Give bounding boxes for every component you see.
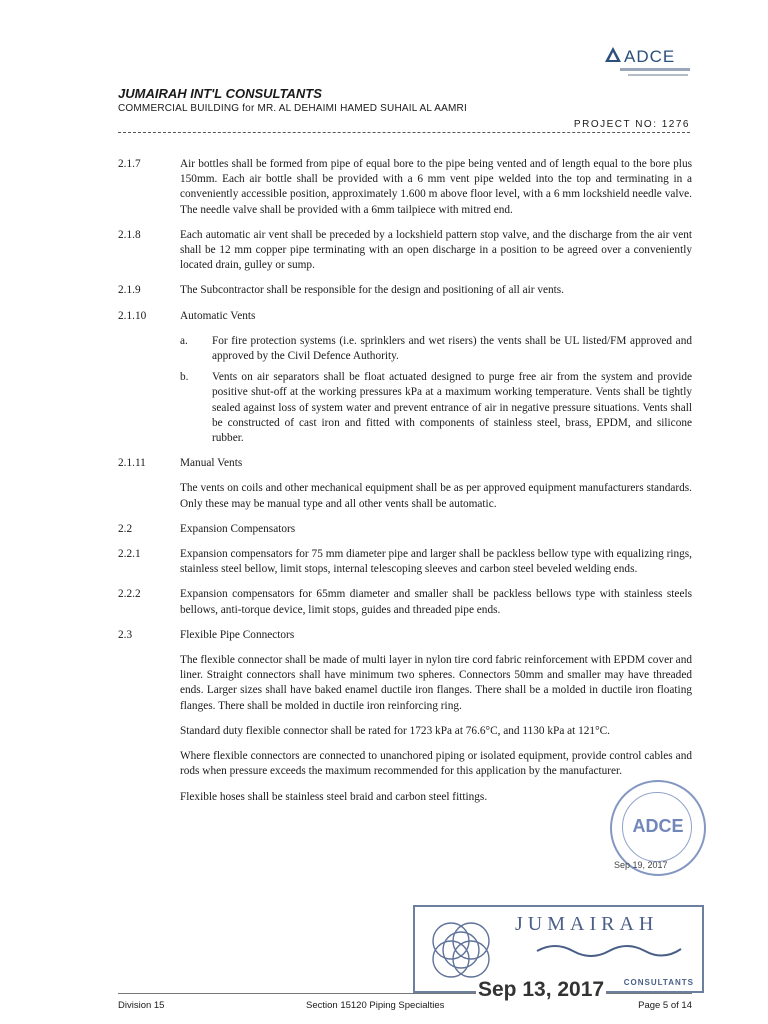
clause-number: 2.2.1: [118, 548, 141, 561]
adce-logo-icon: [604, 46, 622, 64]
clause: [118, 157, 692, 218]
logo-arabic-subtext: [628, 74, 688, 76]
clause-subitem: [180, 370, 692, 446]
clause-text: [180, 309, 692, 447]
clause-paragraph: Expansion Compensators: [180, 522, 296, 535]
footer-page: Page 5 of 14: [638, 1000, 692, 1011]
footer-section: Section 15120 Piping Specialties: [306, 1000, 445, 1011]
header-divider: [118, 132, 690, 133]
clause-number: 2.1.9: [118, 284, 141, 297]
clause: [118, 283, 692, 298]
clause-paragraph: The Subcontractor shall be responsible for the design and positioning of all air vents.: [180, 284, 565, 297]
clause-text: [180, 157, 692, 218]
subitem-text: Vents on air separators shall be float actuated designed to purge free air from the system and provide positive shut-off at the working pressures kPa at a maximum working temperature. Vents shall be tightly sealed against loss of system water and prevent entrance of air in negative pressure situations. Vents shall be constructed of cast iron and fitted with components of stainless steel, brass, EPDM, and silicone rubber.: [212, 371, 692, 445]
clause-text: [180, 547, 692, 577]
page-footer: [118, 1000, 692, 1014]
date-stamp: Sep 13, 2017: [478, 978, 605, 1001]
clause: [118, 456, 692, 512]
clause: [118, 628, 692, 805]
clause-paragraph: Air bottles shall be formed from pipe of equal bore to the pipe being vented and of length equal to the bore plus 150mm. Each air bottle shall be provided with a 6 mm vent pipe welded into the top and terminating in a conveniently accessible position, approximately 1.600 m above floor level, with a 6 mm lockshield needle valve. The needle valve shall be provided with a 6mm tailpiece with mitred end.: [180, 158, 692, 216]
stamp-arabic-script: [535, 939, 685, 957]
clause-text: [180, 628, 692, 805]
clause: [118, 309, 692, 447]
clause-number: 2.2: [118, 522, 133, 535]
clause-paragraph: Expansion compensators for 65mm diameter and smaller shall be packless bellows type with stainless steels bellows, anti-torque device, limit stops, guides and threaded pipe ends.: [180, 588, 692, 616]
clause-paragraph: Where flexible connectors are connected to unanchored piping or isolated equipment, provide control cables and rods when pressure exceeds the maximum recommended for this application by the manufacturer.: [180, 750, 692, 778]
subitem-letter: b.: [180, 371, 189, 384]
clause-paragraph: Standard duty flexible connector shall be rated for 1723 kPa at 76.6°C, and 1130 kPa at 121°C.: [180, 724, 610, 737]
clause-number: 2.1.11: [118, 457, 146, 470]
clause-paragraph: Each automatic air vent shall be preceded by a lockshield pattern stop valve, and the discharge from the air vent shall be 12 mm copper pipe terminating with an open discharge in a position to be agreed over a conveniently located drain, gulley or sump.: [180, 228, 692, 272]
clause-text: [180, 587, 692, 617]
round-stamp-name: ADCE: [632, 816, 684, 836]
clause: [118, 587, 692, 617]
clause-text: [180, 456, 692, 512]
clause-paragraph: Manual Vents: [180, 457, 243, 470]
project-number: PROJECT NO: 1276: [573, 119, 690, 130]
project-subtitle: COMMERCIAL BUILDING for MR. AL DEHAIMI HAMED SUHAIL AL AAMRI: [118, 103, 467, 114]
adce-logo: [598, 44, 698, 84]
logo-name: ADCE: [624, 47, 676, 66]
clause-paragraph: The vents on coils and other mechanical equipment shall be as per approved equipment manufacturers standards. Only these may be manual type and all other vents shall be automatic.: [180, 482, 692, 510]
stamp-brand: JUMAIRAH: [515, 913, 659, 935]
stamp-tag: CONSULTANTS: [623, 978, 694, 987]
clause: [118, 522, 692, 537]
footer-division: Division 15: [118, 1000, 165, 1011]
clause-paragraph: Expansion compensators for 75 mm diameter pipe and larger shall be packless bellow type with equalizing rings, stainless steel bellow, limit stops, internal telescoping sleeves and carbon steel beveled welding ends.: [180, 548, 692, 576]
clause-number: 2.3: [118, 628, 133, 641]
clause-paragraph: Automatic Vents: [180, 309, 256, 322]
clause-subitem: [180, 334, 692, 364]
subitem-letter: a.: [180, 334, 188, 347]
clause-paragraph: Flexible hoses shall be stainless steel braid and carbon steel fittings.: [180, 790, 488, 803]
clause-paragraph: Flexible Pipe Connectors: [180, 628, 295, 641]
clause-number: 2.1.10: [118, 309, 147, 322]
clause-paragraph: The flexible connector shall be made of multi layer in nylon tire cord fabric reinforcement with EPDM cover and liner. Straight connectors shall have minimum two spheres. Connectors 50mm and smaller may have threaded ends. Larger sizes shall have baked enamel ductile iron flanges. There shall be a molded in ductile iron floating flanges. There shall be molded in ductile iron reinforcing ring.: [180, 654, 692, 712]
logo-arabic-text: [620, 68, 690, 71]
subitem-text: For fire protection systems (i.e. sprinklers and wet risers) the vents shall be UL listed/FM approved and approved by the Civil Defence Authority.: [212, 334, 692, 363]
clause-number: 2.1.8: [118, 228, 141, 241]
clause-text: [180, 228, 692, 274]
clause: [118, 228, 692, 274]
clause-number: 2.1.7: [118, 158, 141, 170]
document-body: [118, 157, 692, 815]
clause: [118, 547, 692, 577]
clause-text: [180, 522, 692, 537]
stamp-circles-icon: [421, 913, 501, 985]
clause-number: 2.2.2: [118, 588, 141, 601]
clause-text: [180, 283, 692, 298]
round-stamp-date: Sep 19, 2017: [614, 860, 668, 870]
firm-name: JUMAIRAH INT'L CONSULTANTS: [118, 86, 322, 101]
